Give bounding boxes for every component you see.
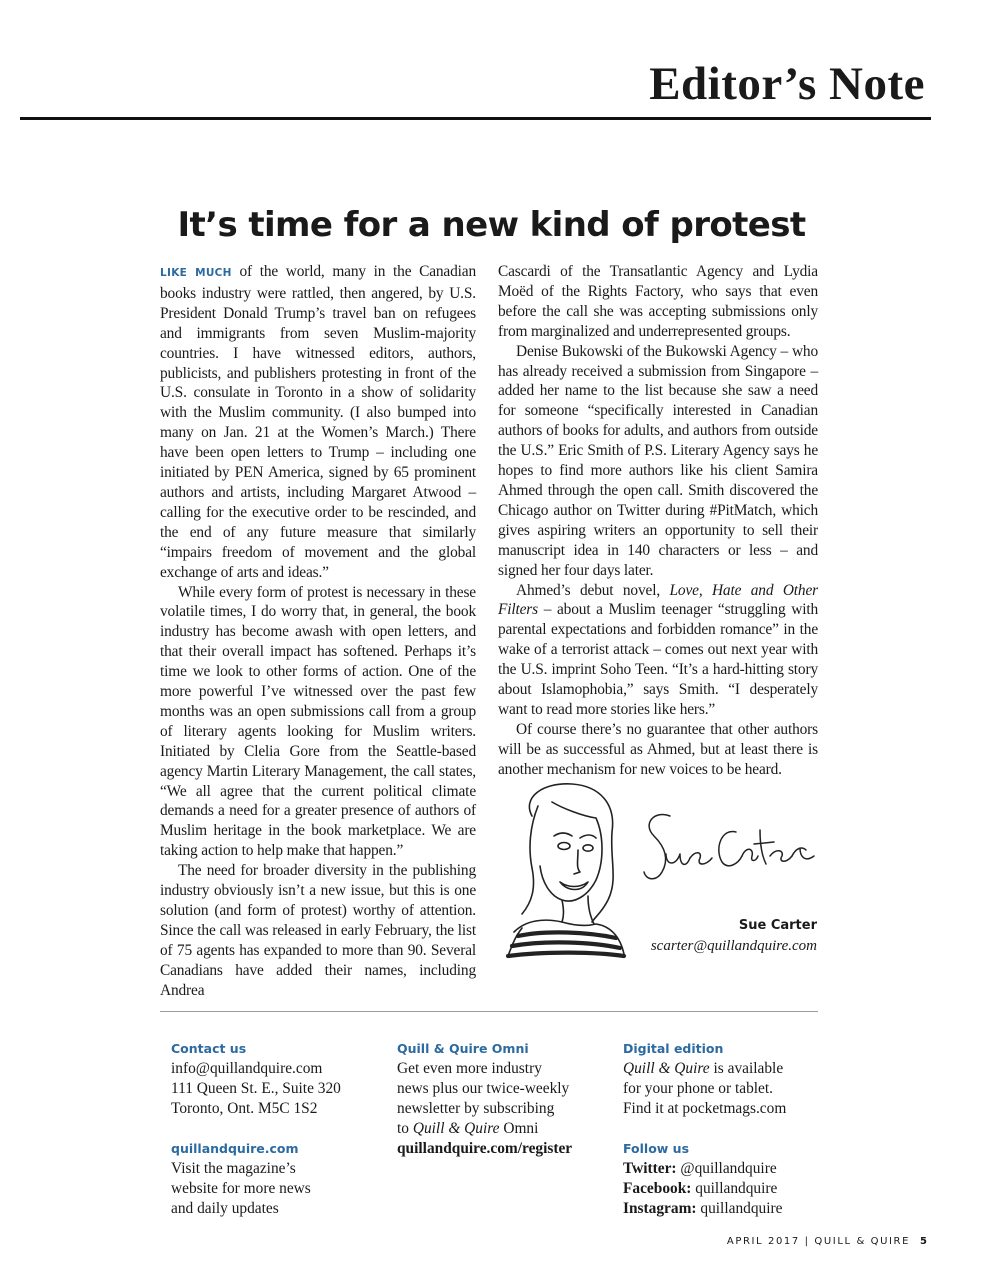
footer-column-contact: Contact us info@quillandquire.com 111 Queen St. E., Suite 320 Toronto, Ont. M5C 1S2 quillandquire.com Visit the magazine’s website for more news and daily updates: [171, 1039, 381, 1219]
article-paragraph: Denise Bukowski of the Bukowski Agency – who has already received a submission from Singapore – added her name to the list because she saw a need for someone “specifically interested in Canadian authors of books for adults, and authors from outside the U.S.” Eric Smith of P.S. Literary Agency says he hopes to find more authors like his client Samira Ahmed through the open call. Smith discovered the Chicago author on Twitter during #PitMatch, which gives aspiring writers an opportunity to sell their manuscript idea in 140 characters or less – and signed her four days later.: [498, 342, 818, 579]
contact-address-line: 111 Queen St. E., Suite 320: [171, 1080, 341, 1097]
pocketmags-text: Find it at pocketmags.com: [623, 1100, 787, 1117]
book-title: Love, Hate and Other Filters: [498, 581, 818, 619]
contact-email[interactable]: info@quillandquire.com: [171, 1060, 323, 1077]
article-paragraph: Cascardi of the Transatlantic Agency and Lydia Moëd of the Rights Factory, who says that even before the call she was accepting submissions only from marginalized and underrepresented groups.: [498, 263, 818, 340]
page-folio: APRIL 2017 | QUILL & QUIRE 5: [726, 1236, 927, 1247]
lede-kicker: LIKE MUCH: [160, 267, 232, 279]
twitter-handle[interactable]: Twitter: @quillandquire: [623, 1160, 777, 1177]
omni-heading: Quill & Quire Omni: [397, 1041, 529, 1056]
facebook-handle[interactable]: Facebook: quillandquire: [623, 1180, 778, 1197]
article-headline: It’s time for a new kind of protest: [177, 205, 806, 245]
article-paragraph: Ahmed’s debut novel, Love, Hate and Other Filters – about a Muslim teenager “struggling with parental expectations and forbidden romance” in the wake of a terrorist attack – comes out next year with the U.S. imprint Soho Teen. “It’s a hard-hitting story about Islamophobia,” says Smith. “I desperately want to read more stories like hers.”: [498, 581, 818, 718]
article-paragraph: Of course there’s no guarantee that other authors will be as successful as Ahmed, but at least there is another mechanism for new voices to be heard.: [498, 720, 818, 778]
article-column-right: [498, 262, 818, 780]
contact-address-line: Toronto, Ont. M5C 1S2: [171, 1100, 318, 1117]
article-column-left: [160, 262, 476, 1001]
page-number: 5: [920, 1236, 927, 1247]
website-heading[interactable]: quillandquire.com: [171, 1141, 299, 1156]
footer-column-omni: Quill & Quire Omni Get even more industry news plus our twice-weekly newsletter by subscribing to Quill & Quire Omni quillandquire.com/register: [397, 1039, 607, 1159]
header-rule: [20, 117, 931, 120]
follow-heading: Follow us: [623, 1141, 690, 1156]
author-portrait-illustration: [492, 776, 632, 960]
contact-heading: Contact us: [171, 1041, 247, 1056]
footer-rule: [160, 1011, 818, 1012]
footer-column-digital: Digital edition Quill & Quire is available for your phone or tablet. Find it at pocketmags.com Follow us Twitter: @quillandquire Facebook: quillandquire Instagram: quillandquire: [623, 1039, 843, 1219]
author-signature: [636, 800, 826, 900]
article-paragraph: While every form of protest is necessary in these volatile times, I do worry that, in general, the book industry has become awash with open letters, and that their overall impact has softened. Perhaps it’s time we look to other forms of action. One of the more powerful I’ve witnessed over the past few months was an open submissions call from a group of literary agents looking for Muslim writers. Initiated by Clelia Gore from the Seattle-based agency Martin Literary Management, the call states, “We all agree that the current political climate demands a need for a greater presence of authors of Muslim heritage in the book marketplace. We are taking action to help make that happen.”: [160, 583, 476, 860]
section-title: Editor’s Note: [649, 58, 925, 110]
article-paragraph: The need for broader diversity in the publishing industry obviously isn’t a new issue, but this is one solution (and form of protest) worthy of attention. Since the call was released in early February, the list of 75 agents has expanded to more than 90. Several Canadians have added their names, including Andrea: [160, 862, 476, 999]
omni-register-link[interactable]: quillandquire.com/register: [397, 1140, 573, 1157]
author-name: Sue Carter: [738, 918, 817, 933]
instagram-handle[interactable]: Instagram: quillandquire: [623, 1200, 783, 1217]
article-paragraph: LIKE MUCH of the world, many in the Canadian books industry were rattled, then angered, by U.S. President Donald Trump’s travel ban on refugees and immigrants from seven Muslim-majority countries. I have witnessed editors, authors, publicists, and publishers protesting in front of the U.S. consulate in Toronto in a show of solidarity with the Muslim community. (I also bumped into many on Jan. 21 at the Women’s March.) There have been open letters to Trump – including one initiated by PEN America, signed by 65 prominent authors and artists, including Margaret Atwood – calling for the executive order to be rescinded, and the end of any future measure that similarly “impairs freedom of movement and the global exchange of arts and ideas.”: [160, 263, 477, 581]
author-email: scarter@quillandquire.com: [650, 938, 817, 954]
digital-heading: Digital edition: [623, 1041, 724, 1056]
